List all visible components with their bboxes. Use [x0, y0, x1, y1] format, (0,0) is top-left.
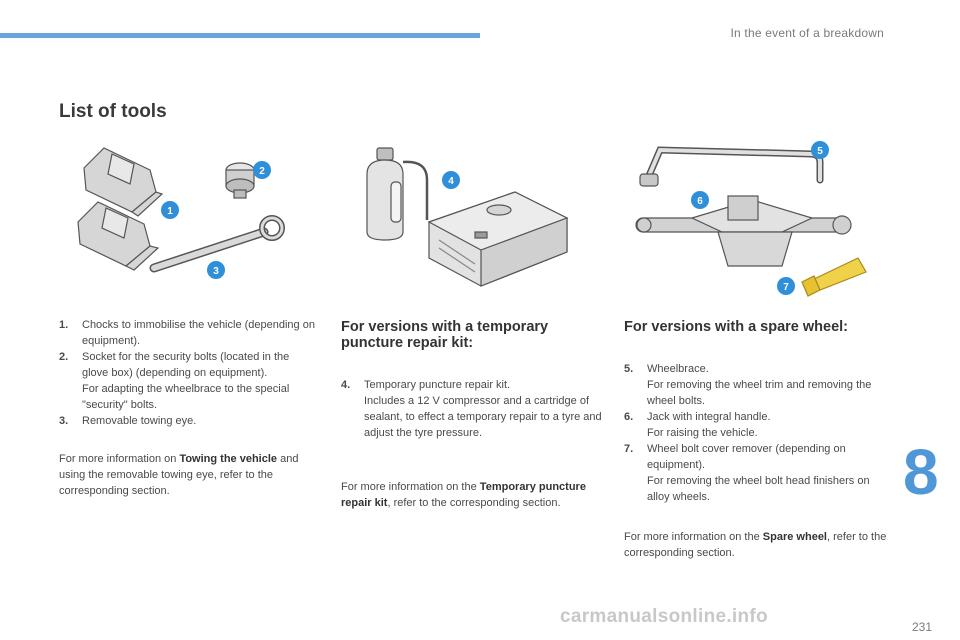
item-text: Chocks to immobilise the vehicle (depending on equipment). — [82, 319, 315, 347]
item-text: Removable towing eye. — [82, 415, 197, 427]
list-item-3 — [59, 413, 317, 429]
badge-5 — [811, 141, 829, 159]
item-text: Temporary puncture repair kit. — [364, 379, 511, 391]
item-text: For removing the wheel bolt head finishers on alloy wheels. — [647, 475, 870, 503]
item-number: 4. — [341, 379, 351, 391]
item-text: Wheelbrace. — [647, 363, 709, 375]
item-text: Socket for the security bolts (located in the glove box) (depending on equipment). — [82, 351, 290, 379]
page-title: List of tools — [59, 101, 167, 122]
tools-illustration-left — [72, 140, 302, 290]
item-text: Includes a 12 V compressor and a cartridge of sealant, to effect a temporary repair to a tyre and adjust the tyre pressure. — [364, 395, 602, 439]
item-text: For removing the wheel trim and removing the wheel bolts. — [647, 379, 872, 407]
svg-text:4: 4 — [448, 176, 454, 187]
section-header: In the event of a breakdown — [730, 26, 884, 40]
reference-link-towing: Towing the vehicle — [179, 453, 278, 465]
svg-text:3: 3 — [213, 266, 219, 277]
svg-text:1: 1 — [167, 206, 173, 217]
svg-text:7: 7 — [783, 282, 789, 293]
item-number: 2. — [59, 351, 69, 363]
column-chocks-socket-eye — [59, 317, 317, 499]
reference-link-repair-kit: Temporary puncture repair kit — [341, 481, 586, 509]
section-heading: For versions with a temporary puncture repair kit: — [341, 319, 549, 351]
section-heading: For versions with a spare wheel: — [624, 319, 849, 335]
list-item-6 — [624, 409, 888, 441]
item-number: 5. — [624, 363, 634, 375]
page-number: 231 — [912, 620, 933, 634]
reference-note: For more information on the Temporary puncture repair kit, refer to the corresponding section. — [341, 481, 586, 509]
item-text: For raising the vehicle. — [647, 427, 758, 439]
tools-illustration-middle — [355, 140, 585, 300]
svg-text:6: 6 — [697, 196, 703, 207]
badge-2 — [253, 161, 271, 179]
tools-illustration-right — [632, 140, 872, 300]
svg-text:2: 2 — [259, 166, 265, 177]
header-accent-bar — [0, 33, 480, 38]
reference-link-spare-wheel: Spare wheel — [762, 531, 827, 543]
item-text: Wheel bolt cover remover (depending on equipment). — [647, 443, 846, 471]
column-repair-kit — [341, 319, 603, 511]
list-item-7 — [624, 441, 888, 505]
badge-1 — [161, 201, 179, 219]
item-text: For adapting the wheelbrace to the special "security" bolts. — [82, 383, 290, 411]
svg-text:5: 5 — [817, 146, 823, 157]
item-text: Jack with integral handle. — [647, 411, 771, 423]
watermark: carmanualsonline.info — [560, 606, 768, 627]
column-spare-wheel — [624, 319, 888, 561]
item-number: 1. — [59, 319, 69, 331]
reference-note: For more information on Towing the vehicle and using the removable towing eye, refer to the corresponding section. — [59, 453, 299, 497]
item-number: 6. — [624, 411, 634, 423]
badge-6 — [691, 191, 709, 209]
list-item-2 — [59, 349, 317, 413]
item-number: 7. — [624, 443, 634, 455]
reference-note: For more information on the Spare wheel, refer to the corresponding section. — [624, 531, 887, 559]
badge-3 — [207, 261, 225, 279]
list-item-4 — [341, 377, 603, 441]
chapter-number: 8 — [903, 436, 939, 508]
item-number: 3. — [59, 415, 69, 427]
list-item-5 — [624, 361, 888, 409]
list-item-1 — [59, 317, 317, 349]
badge-4 — [442, 171, 460, 189]
badge-7 — [777, 277, 795, 295]
